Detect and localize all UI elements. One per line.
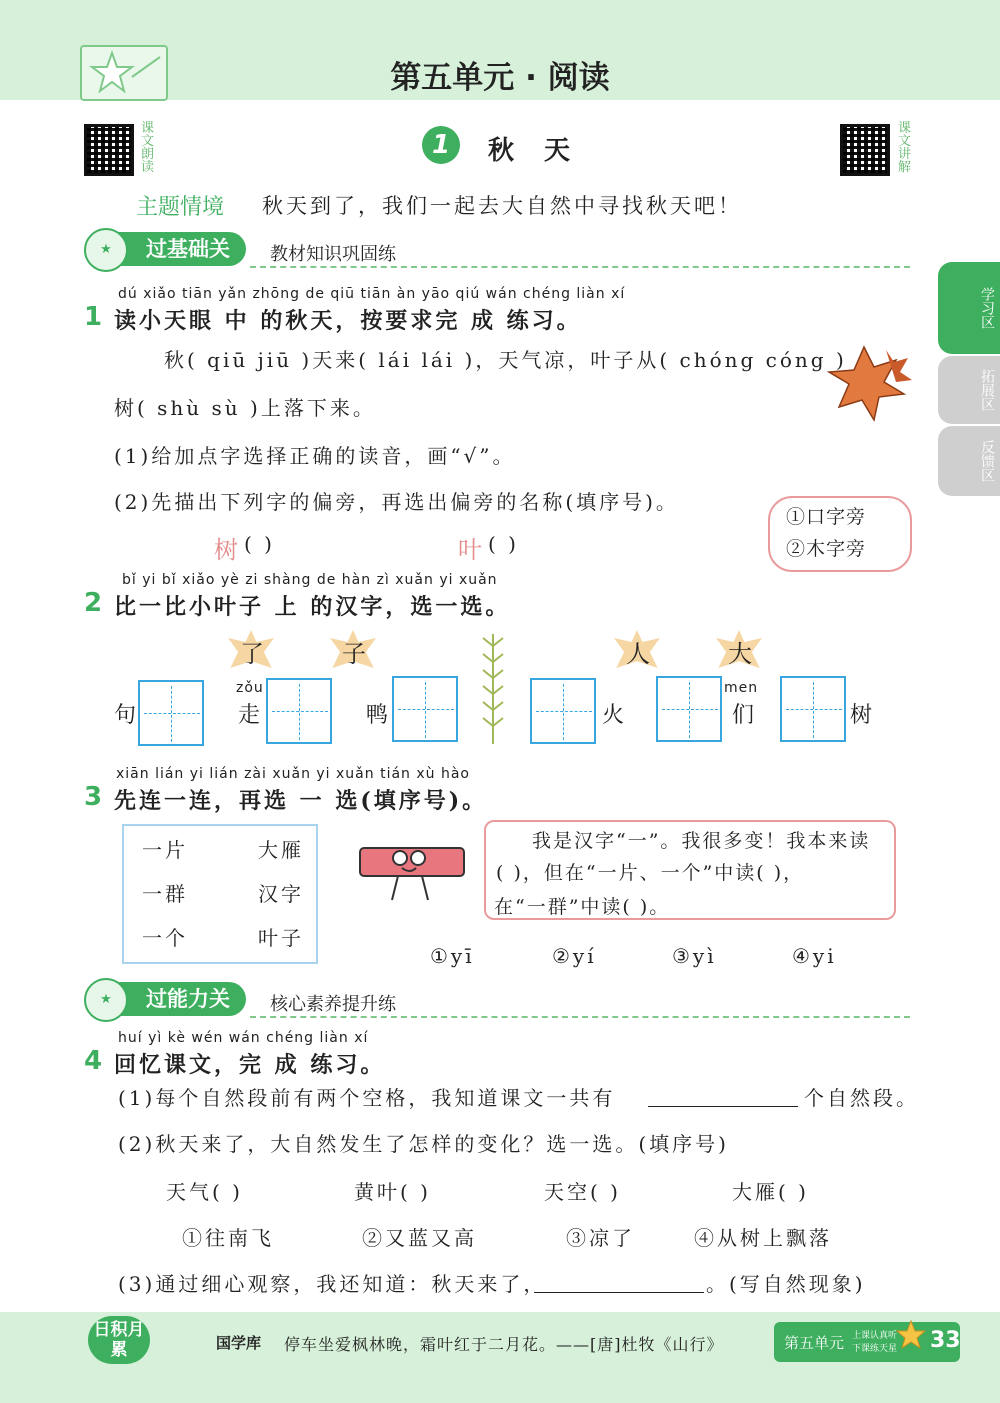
- section1-subtitle: 教材知识巩固练: [270, 244, 396, 265]
- qr-code-right[interactable]: [840, 124, 890, 176]
- maple-leaves-icon: [824, 342, 914, 422]
- section2-badge-icon: ★: [84, 978, 128, 1022]
- q3-right-3[interactable]: 叶子: [258, 926, 304, 950]
- q1-sub1: (1)给加点字选择正确的读音，画“√”。: [114, 444, 516, 468]
- q3-right-2[interactable]: 汉字: [258, 882, 304, 906]
- q2-pinyin-men: men: [724, 680, 759, 696]
- q3-bubble-line2: ( )，但在“一片、一个”中读( )，: [496, 862, 805, 884]
- q1-char-shu: 树: [214, 536, 241, 564]
- footer-unit: 第五单元: [784, 1334, 845, 1352]
- q4-sub2: (2)秋天来了，大自然发生了怎样的变化？选一选。(填序号): [118, 1132, 729, 1156]
- q4-item-2[interactable]: 黄叶( ): [354, 1180, 431, 1204]
- q2-title: 比一比小叶子 上 的汉字，选一选。: [114, 594, 511, 620]
- section2-line: [250, 1016, 910, 1018]
- q4-sub1-b: 个自然段。: [804, 1086, 919, 1110]
- q4-number: 4: [84, 1046, 103, 1076]
- q1-paren-1[interactable]: ( ): [244, 532, 275, 556]
- qr-code-left[interactable]: [84, 124, 134, 176]
- q1-option-1: ①口字旁: [786, 506, 867, 528]
- branch-divider-icon: [480, 632, 506, 746]
- leaf-char-ren: 人: [626, 640, 650, 668]
- unit-title: 第五单元 · 阅读: [390, 60, 610, 96]
- tab-study[interactable]: 学习区: [938, 262, 1000, 354]
- footer-slogan-1: 上课认真听: [852, 1331, 898, 1341]
- q4-blank-count[interactable]: [648, 1106, 798, 1107]
- q3-pinyin: xiān lián yi lián zài xuǎn yi xuǎn tián xù hào: [116, 766, 470, 782]
- section1-banner: 过基础关: [92, 232, 246, 266]
- q2-write-box-5[interactable]: [656, 676, 722, 742]
- q3-choice-1: ①yī: [430, 944, 475, 968]
- q4-title: 回忆课文，完 成 练习。: [114, 1052, 386, 1078]
- q2-char-ju: 句: [114, 703, 140, 728]
- q3-bubble-line3: 在“一群”中读( )。: [494, 896, 671, 918]
- footer-label: 国学库: [216, 1334, 262, 1352]
- q2-write-box-6[interactable]: [780, 676, 846, 742]
- q3-title: 先连一连，再选 一 选(填序号)。: [114, 788, 488, 814]
- q1-sub2: (2)先描出下列字的偏旁，再选出偏旁的名称(填序号)。: [114, 490, 679, 514]
- leaf-char-zi: 子: [342, 640, 366, 668]
- q4-option-2: ②又蓝又高: [362, 1226, 477, 1250]
- q3-choice-4: ④yi: [792, 944, 837, 968]
- q4-blank-phenomenon[interactable]: [534, 1292, 704, 1293]
- q1-line2: 树( shù sù )上落下来。: [114, 396, 376, 420]
- footer-poem: 停车坐爱枫林晚，霜叶红于二月花。——[唐]杜牧《山行》: [284, 1335, 724, 1354]
- q2-char-men: 们: [732, 703, 758, 728]
- q4-sub3-a: (3)通过细心观察，我还知道：秋天来了，: [118, 1272, 547, 1296]
- q4-item-1[interactable]: 天气( ): [166, 1180, 243, 1204]
- q2-char-ya: 鸭: [366, 703, 392, 728]
- q4-pinyin: huí yì kè wén wán chéng liàn xí: [118, 1030, 369, 1046]
- q4-option-3: ③凉了: [566, 1226, 635, 1250]
- q1-paren-2[interactable]: ( ): [488, 532, 519, 556]
- q4-item-4[interactable]: 大雁( ): [732, 1180, 809, 1204]
- q2-write-box-3[interactable]: [392, 676, 458, 742]
- q1-pinyin: dú xiǎo tiān yǎn zhōng de qiū tiān àn yāo qiú wán chéng liàn xí: [118, 286, 626, 302]
- section2-banner: 过能力关: [92, 982, 246, 1016]
- q3-choice-3: ③yì: [672, 944, 717, 968]
- section2-subtitle: 核心素养提升练: [270, 994, 396, 1015]
- q4-option-4: ④从树上飘落: [694, 1226, 832, 1250]
- page-number: 33: [930, 1328, 961, 1353]
- q2-char-shu: 树: [850, 703, 876, 728]
- star-mascot-icon: [896, 1320, 926, 1350]
- theme-label: 主题情境: [136, 195, 225, 220]
- q3-left-2[interactable]: 一群: [142, 882, 188, 906]
- footer-slogan-2: 下课练天星: [852, 1344, 898, 1354]
- q4-sub3-b: 。(写自然现象): [706, 1272, 866, 1296]
- theme-text: 秋天到了，我们一起去大自然中寻找秋天吧！: [262, 194, 742, 218]
- q3-left-3[interactable]: 一个: [142, 926, 188, 950]
- qr-left-label: 课文朗读: [141, 121, 155, 175]
- lesson-title: 秋天: [488, 136, 601, 166]
- q2-write-box-4[interactable]: [530, 678, 596, 744]
- yi-character-mascot-icon: [356, 830, 468, 904]
- footer-badge: 日积月累: [88, 1316, 150, 1364]
- q1-options-box: [768, 496, 912, 572]
- qr-right-label: 课文讲解: [898, 121, 912, 175]
- leaf-char-le: 了: [240, 640, 264, 668]
- q3-left-1[interactable]: 一片: [142, 838, 188, 862]
- q1-line1: 秋( qiū jiū )天来( lái lái )，天气凉，叶子从( chóng cóng ): [164, 348, 847, 372]
- q3-number: 3: [84, 782, 103, 812]
- q2-write-box-2[interactable]: [266, 678, 332, 744]
- q2-char-zou: 走: [238, 703, 264, 728]
- leaf-char-da: 大: [728, 640, 752, 668]
- q2-char-huo: 火: [602, 703, 628, 728]
- q1-title: 读小天眼 中 的秋天，按要求完 成 练习。: [114, 308, 582, 334]
- q3-bubble-line1: 我是汉字“一”。我很多变！我本来读: [532, 830, 871, 852]
- tab-extend[interactable]: 拓展区: [938, 356, 1000, 424]
- tab-feedback[interactable]: 反馈区: [938, 426, 1000, 496]
- q2-write-box-1[interactable]: [138, 680, 204, 746]
- q2-pinyin: bǐ yi bǐ xiǎo yè zi shàng de hàn zì xuǎn yi xuǎn: [122, 572, 498, 588]
- q1-char-ye: 叶: [458, 536, 485, 564]
- section1-badge-icon: ★: [84, 228, 128, 272]
- q1-number: 1: [84, 302, 103, 332]
- q1-option-2: ②木字旁: [786, 538, 867, 560]
- q4-option-1: ①往南飞: [182, 1226, 274, 1250]
- q3-choice-2: ②yí: [552, 944, 597, 968]
- q4-item-3[interactable]: 天空( ): [544, 1180, 621, 1204]
- q4-sub1-a: (1)每个自然段前有两个空格，我知道课文一共有: [118, 1086, 616, 1110]
- q2-pinyin-zou: zǒu: [236, 680, 264, 696]
- lesson-number: 1: [422, 126, 460, 164]
- section1-line: [250, 266, 910, 268]
- q3-right-1[interactable]: 大雁: [258, 838, 304, 862]
- q2-number: 2: [84, 588, 103, 618]
